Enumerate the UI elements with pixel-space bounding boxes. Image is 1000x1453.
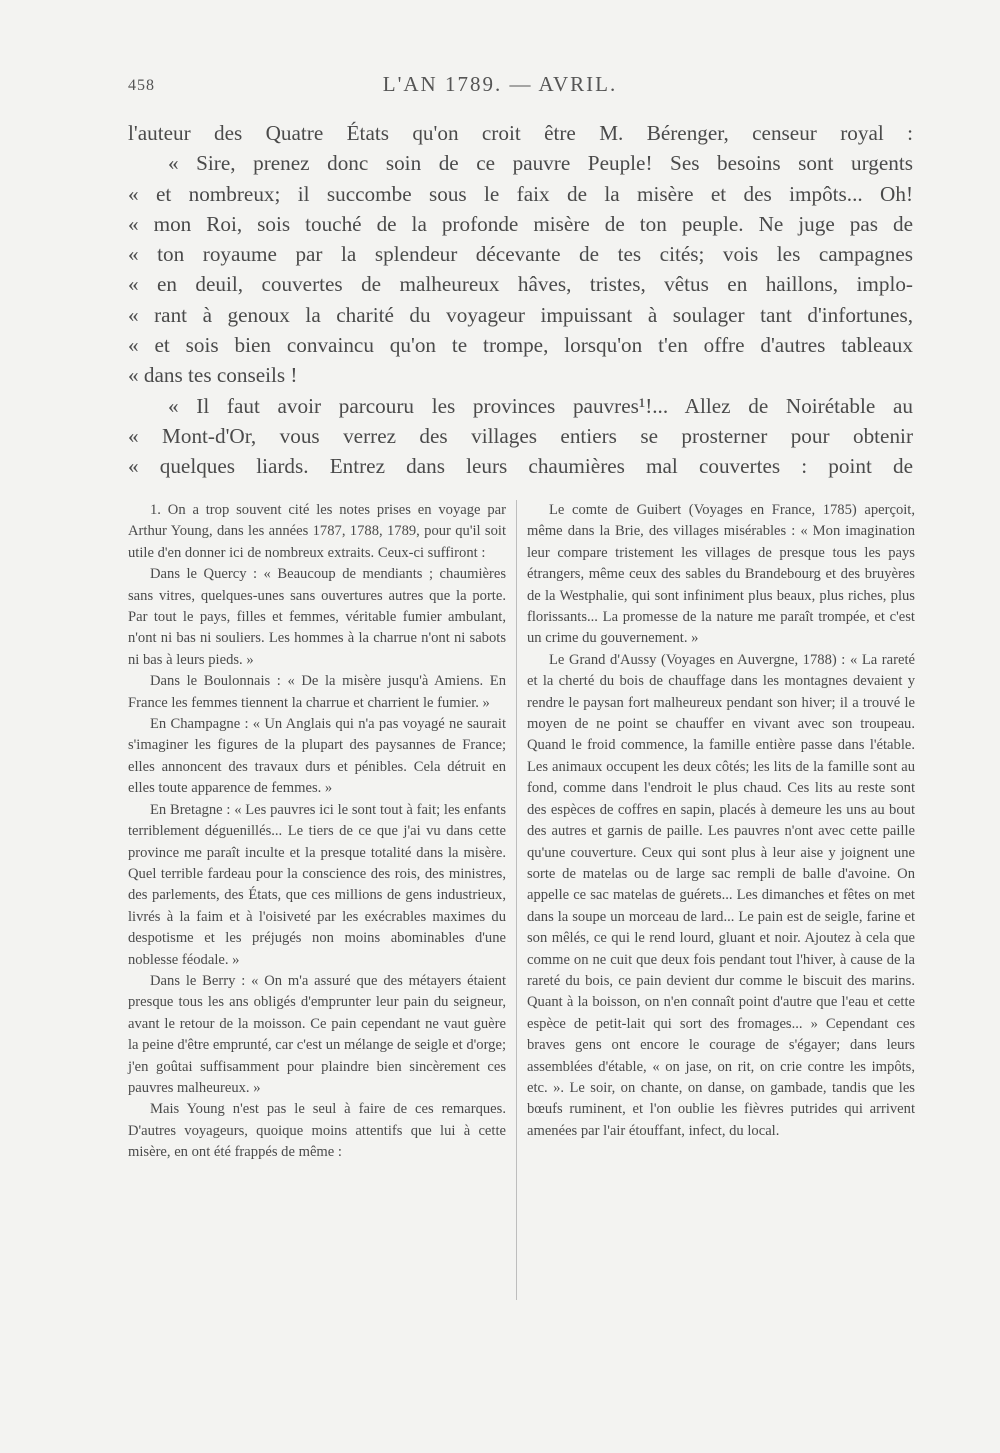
main-line: « et nombreux; il succombe sous le faix de la misère et des impôts... Oh!	[128, 181, 913, 206]
footnote-paragraph: 1. On a trop souvent cité les notes prises en voyage par Arthur Young, dans les années 1787, 1788, 1789, pour qu'il soit utile d'en donner ici de nombreux extraits. Ceux-ci suffiront :	[128, 502, 506, 561]
main-line: « rant à genoux la charité du voyageur impuissant à soulager tant d'infortunes,	[128, 302, 913, 327]
page-number: 458	[128, 77, 155, 94]
main-line: « dans tes conseils !	[128, 363, 298, 388]
main-line: « Mont-d'Or, vous verrez des villages entiers se prosterner pour obtenir	[128, 423, 913, 448]
main-line: « Il faut avoir parcouru les provinces pauvres¹!... Allez de Noirétable au	[168, 393, 913, 418]
footnote-paragraph: Le comte de Guibert (Voyages en France, 1785) aperçoit, même dans la Brie, des villages misérables : « Mon imagination leur compare tristement les villages de presque tous les pays étrangers, même ceux des sables du Brandebourg et des bruyères de la Westphalie, qui sont infiniment plus beaux, plus riches, plus florissants... La promesse de la nature me paraît trompée, et c'est un crime du gouvernement. »	[527, 502, 915, 647]
footnote-right-column	[527, 500, 915, 1142]
footnote-paragraph: Mais Young n'est pas le seul à faire de ces remarques. D'autres voyageurs, quoique moins attentifs que lui à cette misère, en ont été frappés de même :	[128, 1101, 506, 1161]
main-line: l'auteur des Quatre États qu'on croit être M. Bérenger, censeur royal :	[128, 121, 913, 145]
footnote-paragraph: Dans le Berry : « On m'a assuré que des métayers étaient presque tous les ans obligés d'emprunter leur pain du seigneur, avant le retour de la moisson. Ce pain cependant ne vaut guère la peine d'être emprunté, car c'est un mélange de seigle et d'orge; j'en goûtai suffisamment pour plaindre bien sincèrement ces pauvres malheureux. »	[128, 972, 506, 1096]
main-line: « Sire, prenez donc soin de ce pauvre Peuple! Ses besoins sont urgents	[168, 151, 913, 176]
footnote-paragraph: En Bretagne : « Les pauvres ici le sont tout à fait; les enfants terriblement déguenillés... Le tiers de ce que j'ai vu dans cette province me paraît inculte et la presque totalité dans la misère. Quel terrible fardeau pour la conscience des rois, des ministres, des parlements, des États, que ces millions de gens industrieux, livrés à la faim et à l'oisiveté par les exécrables maximes du despotisme et les préjugés non moins abominables d'une noblesse féodale. »	[128, 801, 506, 968]
footnote-paragraph: Dans le Quercy : « Beaucoup de mendiants ; chaumières sans vitres, quelques-unes sans ouvertures autres que la porte. Par tout le pays, filles et femmes, véritable fumier ambulant, n'ont ni bas ni souliers. Les hommes à la charrue n'ont ni sabots ni bas à leurs pieds. »	[128, 566, 506, 668]
column-divider	[516, 500, 517, 1300]
running-head: L'AN 1789. — AVRIL.	[382, 72, 618, 96]
main-text	[128, 118, 913, 482]
footnote-paragraph: Le Grand d'Aussy (Voyages en Auvergne, 1788) : « La rareté et la cherté du bois de chauffage dans les montagnes devaient y rendre le paysan fort malheureux pendant son hiver; il a trouvé le moyen de ne point se chauffer en vivant avec son troupeau. Quand le froid commence, la famille entière passe dans l'étable. Les animaux occupent les deux côtés; les lits de la famille sont au fond, comme dans l'endroit le plus chaud. Ces lits au reste sont des espèces de coffres en sapin, placés à demeure les uns au bout des autres et garnis de paille. Les pauvres n'ont avec cette paille qu'une couverture. Ceux qui sont plus à leur aise y joignent une sorte de matelas ou de large sac rempli de balle d'avoine. On appelle ce sac matelas de guérets... Les dimanches et fêtes on met dans la soupe un morceau de lard... Le pain est de seigle, farine et son mêlés, ce qui le rend lourd, gluant et noir. Ajoutez à cela que comme on ne cuit que deux fois pendant tout l'hiver, à cause de la rareté du bois, ce pain devient dur comme le biscuit des marins. Quant à la boisson, on n'en connaît point d'autre que l'eau et cette espèce de petit-lait qui sort des fromages... » Cependant ces braves gens ont encore le courage de s'égayer; dans leurs assemblées d'étable, « on jase, on rit, on crie contre les impôts, etc. ». Le soir, on chante, on danse, on gambade, tandis que les bœufs ruminent, et l'on oublie les fièvres putrides qui arrivent amenées par l'air étouffant, infect, du local.	[527, 651, 915, 1139]
main-line: « quelques liards. Entrez dans leurs chaumières mal couvertes : point de	[128, 454, 913, 479]
main-line: « mon Roi, sois touché de la profonde misère de ton peuple. Ne juge pas de	[128, 211, 913, 236]
footnote-paragraph: Dans le Boulonnais : « De la misère jusqu'à Amiens. En France les femmes tiennent la charrue et charrient le fumier. »	[128, 673, 506, 711]
main-line: « ton royaume par la splendeur décevante de tes cités; vois les campagnes	[128, 242, 913, 267]
main-line: « en deuil, couvertes de malheureux hâves, tristes, vêtus en haillons, implo-	[128, 272, 913, 297]
footnote-paragraph: En Champagne : « Un Anglais qui n'a pas voyagé ne saurait s'imaginer les figures de la plupart des paysannes de France; elles annoncent des travaux durs et pénibles. Cela détruit en elles toute apparence de femmes. »	[128, 716, 506, 797]
main-line: « et sois bien convaincu qu'on te trompe, lorsqu'on t'en offre d'autres tableaux	[128, 333, 913, 358]
footnote-left-column	[128, 500, 506, 1164]
